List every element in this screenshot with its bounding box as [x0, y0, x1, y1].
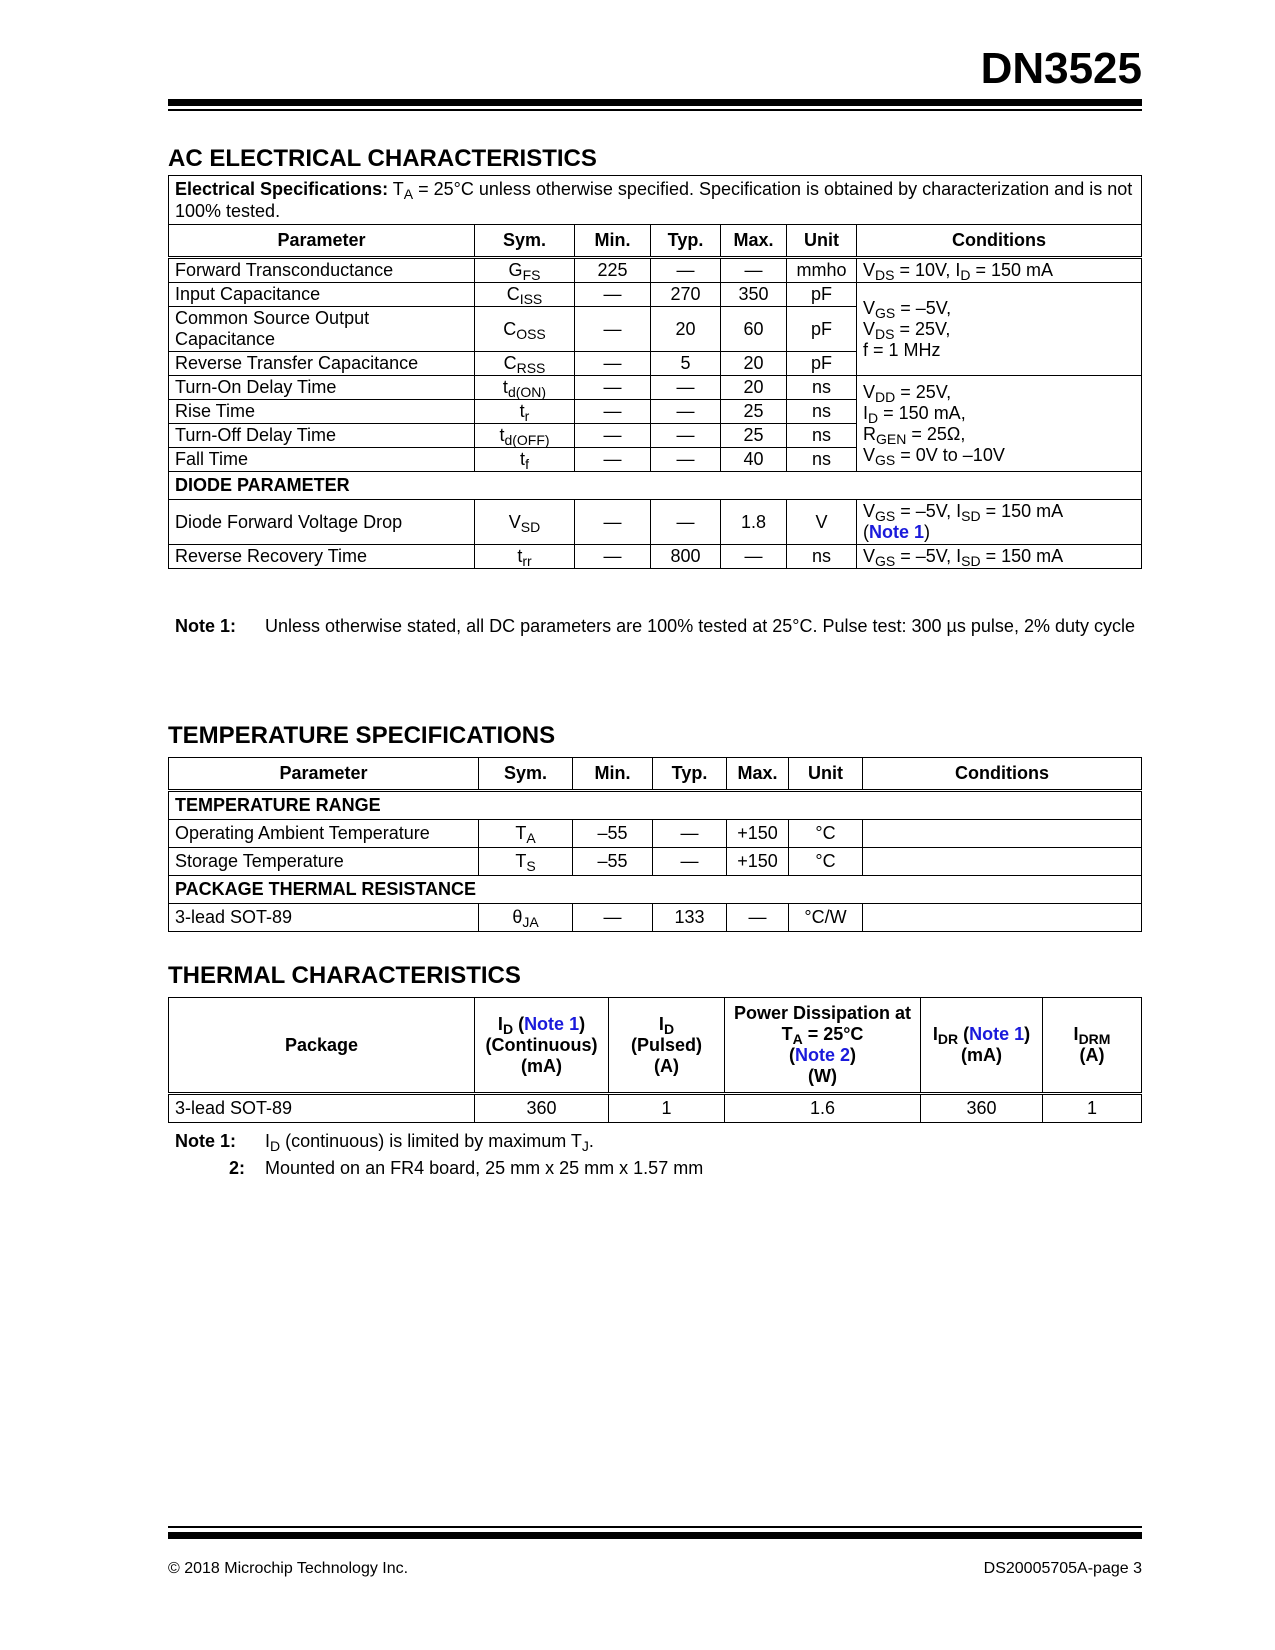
unit-cell: pF	[787, 283, 857, 307]
unit-cell: °C	[789, 820, 863, 848]
param-cell: Forward Transconductance	[169, 258, 475, 283]
min-cell: —	[573, 904, 653, 932]
table-row	[169, 1094, 1142, 1123]
typ-cell: —	[653, 820, 727, 848]
sym-cell: $t_{rr}$	[475, 545, 575, 569]
sym-cell: $C_{RSS}$	[475, 352, 575, 376]
typ-cell: 20	[651, 307, 721, 352]
copyright: © 2018 Microchip Technology Inc.	[168, 1560, 409, 1577]
min-cell: 225	[575, 258, 651, 283]
max-cell: 25	[721, 400, 787, 424]
sym-cell: $T_A$	[479, 820, 573, 848]
ac-header-row	[169, 225, 1142, 258]
col-header-idr: $I_{DR}$ (Note 1) (mA)	[921, 998, 1043, 1094]
spec-label: Electrical Specifications:	[175, 179, 389, 199]
col-header: Conditions	[863, 758, 1142, 791]
typ-cell: —	[653, 848, 727, 876]
col-header: Max.	[721, 225, 787, 258]
max-cell: 350	[721, 283, 787, 307]
typ-cell: 270	[651, 283, 721, 307]
unit-cell: ns	[787, 400, 857, 424]
idr-cell: 360	[921, 1094, 1043, 1123]
note-2-text: Mounted on an FR4 board, 25 mm x 25 mm x 1.57 mm	[265, 1158, 704, 1178]
min-cell: —	[575, 545, 651, 569]
temp-header-row	[169, 758, 1142, 791]
max-cell: 1.8	[721, 500, 787, 545]
unit-cell: °C	[789, 848, 863, 876]
col-header: Typ.	[653, 758, 727, 791]
conditions-cell-switching: $V_{DD} = 25V$, $I_D = 150$ mA, $R_{GEN} = 25\Omega$, $V_{GS} = 0V$ to –10V	[857, 376, 1142, 472]
note-1-link[interactable]: Note 1	[969, 1024, 1025, 1044]
col-header: Max.	[727, 758, 789, 791]
unit-cell: ns	[787, 376, 857, 400]
conditions-cell	[863, 904, 1142, 932]
spec-ta-sub: A	[403, 186, 414, 202]
sym-cell: $t_f$	[475, 448, 575, 472]
col-header-id-continuous: $I_D$ (Note 1) (Continuous) (mA)	[475, 998, 609, 1094]
unit-cell: V	[787, 500, 857, 545]
param-cell: Rise Time	[169, 400, 475, 424]
typ-cell: —	[651, 258, 721, 283]
unit-cell: °C/W	[789, 904, 863, 932]
sym-cell: $t_{d(OFF)}$	[475, 424, 575, 448]
col-header-package: Package	[169, 998, 475, 1094]
id-pulsed-cell: 1	[609, 1094, 725, 1123]
idrm-cell: 1	[1043, 1094, 1142, 1123]
table-row	[169, 376, 1142, 400]
col-header: Unit	[787, 225, 857, 258]
max-cell: —	[721, 545, 787, 569]
temp-range-label: TEMPERATURE RANGE	[169, 791, 1142, 820]
max-cell: 60	[721, 307, 787, 352]
min-cell: –55	[573, 848, 653, 876]
spec-text: = 25°C unless otherwise specified. Specification is obtained by characterization and is not 100% tested.	[175, 179, 1133, 221]
note-2-link[interactable]: Note 2	[794, 1045, 850, 1065]
section-row	[169, 472, 1142, 500]
part-number-title: DN3525	[980, 44, 1142, 93]
col-header: Unit	[789, 758, 863, 791]
min-cell: —	[575, 448, 651, 472]
param-cell: Reverse Transfer Capacitance	[169, 352, 475, 376]
unit-cell: mmho	[787, 258, 857, 283]
min-cell: —	[575, 307, 651, 352]
package-cell: 3-lead SOT-89	[169, 1094, 475, 1123]
note-2-label: 2:	[228, 1158, 245, 1178]
sym-cell: $t_r$	[475, 400, 575, 424]
col-header: Typ.	[651, 225, 721, 258]
conditions-cell	[863, 848, 1142, 876]
col-header-id-pulsed: $I_D$ (Pulsed) (A)	[609, 998, 725, 1094]
power-dissipation-cell: 1.6	[725, 1094, 921, 1123]
col-header: Conditions	[857, 225, 1142, 258]
table-row	[169, 258, 1142, 283]
max-cell: 40	[721, 448, 787, 472]
conditions-cell: $V_{DS} = 10V$, $I_D = 150$ mA	[857, 258, 1142, 283]
unit-cell: ns	[787, 424, 857, 448]
sym-cell: $G_{FS}$	[475, 258, 575, 283]
table-row	[169, 500, 1142, 545]
sym-cell: $C_{OSS}$	[475, 307, 575, 352]
sym-cell: $C_{ISS}$	[475, 283, 575, 307]
min-cell: —	[575, 424, 651, 448]
typ-cell: —	[651, 424, 721, 448]
ac-section-title: AC ELECTRICAL CHARACTERISTICS	[168, 145, 597, 172]
conditions-cell	[863, 820, 1142, 848]
sym-cell: $V_{SD}$	[475, 500, 575, 545]
col-header-power-dissipation: Power Dissipation at $T_A = 25^\circ C$ (Note 2) (W)	[725, 998, 921, 1094]
spec-cell	[169, 176, 1142, 225]
col-header-idrm: $I_{DRM}$ (A)	[1043, 998, 1142, 1094]
ac-characteristics-table	[168, 175, 1142, 569]
header-rule-thin	[168, 109, 1142, 111]
col-header: Parameter	[169, 758, 479, 791]
conditions-cell: $V_{GS} = -5V$, $I_{SD} = 150$ mA	[857, 545, 1142, 569]
param-cell: Input Capacitance	[169, 283, 475, 307]
typ-cell: 800	[651, 545, 721, 569]
unit-cell: ns	[787, 545, 857, 569]
note-1-link[interactable]: Note 1	[524, 1013, 580, 1034]
typ-cell: —	[651, 448, 721, 472]
table-row	[169, 545, 1142, 569]
section-row	[169, 791, 1142, 820]
col-header: Min.	[575, 225, 651, 258]
param-cell: Reverse Recovery Time	[169, 545, 475, 569]
min-cell: —	[575, 400, 651, 424]
param-cell: Turn-Off Delay Time	[169, 424, 475, 448]
diode-section-label: DIODE PARAMETER	[169, 472, 1142, 500]
temperature-table	[168, 757, 1142, 932]
col-header: Sym.	[475, 225, 575, 258]
col-header: Parameter	[169, 225, 475, 258]
unit-cell: ns	[787, 448, 857, 472]
table-row	[169, 820, 1142, 848]
max-cell: 20	[721, 352, 787, 376]
table-row	[169, 848, 1142, 876]
id-continuous-cell: 360	[475, 1094, 609, 1123]
col-header: Min.	[573, 758, 653, 791]
max-cell: +150	[727, 848, 789, 876]
sym-cell: $\theta_{JA}$	[479, 904, 573, 932]
conditions-cell: $V_{GS} = -5V$, $I_{SD} = 150$ mA (Note 1)	[857, 500, 1142, 545]
sym-cell: $t_{d(ON)}$	[475, 376, 575, 400]
unit-cell: pF	[787, 352, 857, 376]
footer-rule-thick	[168, 1532, 1142, 1539]
sym-cell: $T_S$	[479, 848, 573, 876]
min-cell: —	[575, 500, 651, 545]
footer-rule-thin	[168, 1526, 1142, 1528]
param-cell: Operating Ambient Temperature	[169, 820, 479, 848]
param-cell: Fall Time	[169, 448, 475, 472]
typ-cell: —	[651, 500, 721, 545]
param-cell: 3-lead SOT-89	[169, 904, 479, 932]
ac-notes	[175, 615, 1135, 637]
param-cell: Turn-On Delay Time	[169, 376, 475, 400]
header-rule-thick	[168, 99, 1142, 106]
thermal-section-title: THERMAL CHARACTERISTICS	[168, 962, 521, 989]
note-1-text: $I_D$ (continuous) is limited by maximum $T_J$.	[265, 1131, 594, 1154]
min-cell: —	[575, 283, 651, 307]
note-label: Note 1:	[175, 616, 237, 636]
typ-cell: 5	[651, 352, 721, 376]
max-cell: +150	[727, 820, 789, 848]
typ-cell: 133	[653, 904, 727, 932]
spec-ta: T	[392, 179, 404, 199]
section-row	[169, 876, 1142, 904]
param-cell: Diode Forward Voltage Drop	[169, 500, 475, 545]
max-cell: —	[727, 904, 789, 932]
unit-cell: pF	[787, 307, 857, 352]
min-cell: —	[575, 352, 651, 376]
temp-section-title: TEMPERATURE SPECIFICATIONS	[168, 722, 556, 749]
typ-cell: —	[651, 400, 721, 424]
col-header: Sym.	[479, 758, 573, 791]
typ-cell: —	[651, 376, 721, 400]
max-cell: 25	[721, 424, 787, 448]
thermal-resistance-label: PACKAGE THERMAL RESISTANCE	[169, 876, 1142, 904]
min-cell: –55	[573, 820, 653, 848]
thermal-notes	[175, 1130, 1135, 1179]
conditions-cell-capacitance: $V_{GS} = -5V$, $V_{DS} = 25V$, f = 1 MHz	[857, 283, 1142, 376]
max-cell: 20	[721, 376, 787, 400]
doc-page-number: DS20005705A-page 3	[983, 1560, 1142, 1577]
table-row	[169, 904, 1142, 932]
note-text: Unless otherwise stated, all DC parameters are 100% tested at 25°C. Pulse test: 300 µs pulse, 2% duty cycle	[265, 616, 1135, 636]
note-1-label: Note 1:	[175, 1131, 237, 1151]
max-cell: —	[721, 258, 787, 283]
table-row	[169, 283, 1142, 307]
param-cell: Storage Temperature	[169, 848, 479, 876]
min-cell: —	[575, 376, 651, 400]
thermal-table	[168, 997, 1142, 1123]
note-1-link[interactable]: Note 1	[869, 522, 925, 542]
thermal-header-row	[169, 998, 1142, 1094]
param-cell: Common Source Output Capacitance	[169, 307, 475, 352]
spec-row	[169, 176, 1142, 225]
